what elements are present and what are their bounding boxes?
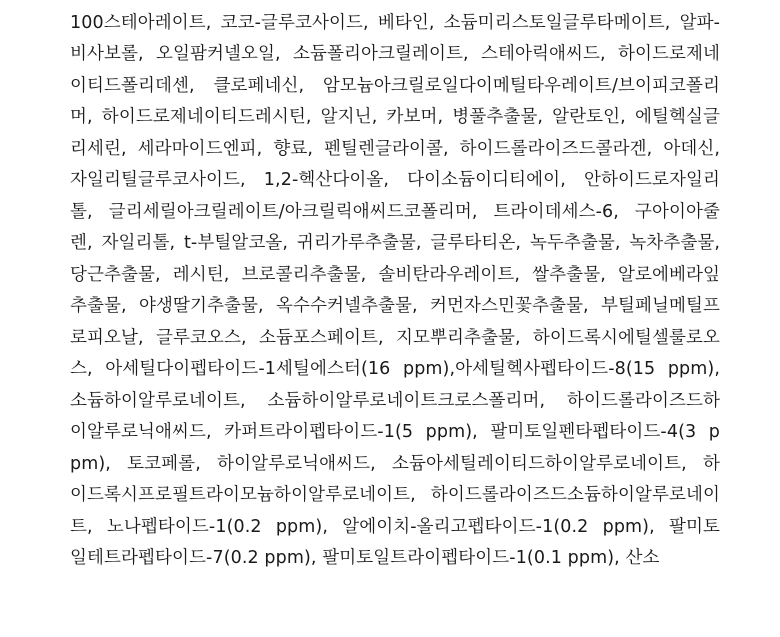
- text-line: 이알루로닉애씨드, 카퍼트라이펩타이드-1(5 ppm), 팔미토일펜타펩타이드-4(3 p: [70, 422, 720, 442]
- text-line: 머, 하이드로제네이티드레시틴, 알지닌, 카보머, 병풀추출물, 알란토인, 에틸헥실글: [70, 107, 720, 127]
- text-line: 트, 노나펩타이드-1(0.2 ppm), 알에이치-올리고펩타이드-1(0.2 ppm), 팔미토: [70, 516, 720, 537]
- text-line: 렌, 자일리톨, t-부틸알코올, 귀리가루추출물, 글루타티온, 녹두추출물, 녹차추출물,: [70, 233, 720, 253]
- text-line: [70, 0, 720, 8]
- text-line: 로피오날, 글루코오스, 소듐포스페이트, 지모뿌리추출물, 하이드록시에틸셀룰로오: [70, 327, 720, 348]
- text-line: 톨, 글리세릴아크릴레이트/아크릴릭애씨드코폴리머, 트라이데세스-6, 구아이아줄: [70, 201, 720, 222]
- text-line: 비사보롤, 오일팜커넬오일, 소듐폴리아크릴레이트, 스테아릭애씨드, 하이드로제네: [70, 44, 720, 64]
- text-line: pm), 토코페롤, 하이알루로닉애씨드, 소듐아세틸레이티드하이알루로네이트, 하: [70, 453, 720, 474]
- text-line: 이티드폴리데센, 클로페네신, 암모늄아크릴로일다이메틸타우레이트/브이피코폴리: [70, 75, 720, 96]
- text-line: 추출물, 야생딸기추출물, 옥수수커넬추출물, 커먼자스민꽃추출물, 부틸페닐메틸프: [70, 296, 720, 316]
- text-line: 일테트라펩타이드-7(0.2 ppm), 팔미토일트라이펩타이드-1(0.1 ppm), 산소: [70, 548, 660, 568]
- text-line: 100스테아레이트, 코코-글루코사이드, 베타인, 소듐미리스토일글루타메이트, 알파-: [70, 12, 720, 33]
- text-line: 당근추출물, 레시틴, 브로콜리추출물, 솔비탄라우레이트, 쌀추출물, 알로에베라잎: [70, 264, 720, 285]
- text-line: 이드록시프로필트라이모늄하이알루로네이트, 하이드롤라이즈드소듐하이알루로네이: [70, 485, 720, 505]
- ingredient-list-text: [70, 0, 720, 575]
- text-line: 소듐하이알루로네이트, 소듐하이알루로네이트크로스폴리머, 하이드롤라이즈드하: [70, 390, 720, 411]
- text-line: 자일리틸글루코사이드, 1,2-헥산다이올, 다이소듐이디티에이, 안하이드로자일리: [70, 170, 720, 190]
- text-line: 스, 아세틸다이펩타이드-1세틸에스터(16 ppm),아세틸헥사펩타이드-8(15 ppm),: [70, 359, 720, 379]
- text-line: 리세린, 세라마이드엔피, 향료, 펜틸렌글라이콜, 하이드롤라이즈드콜라겐, 아데신,: [70, 138, 720, 159]
